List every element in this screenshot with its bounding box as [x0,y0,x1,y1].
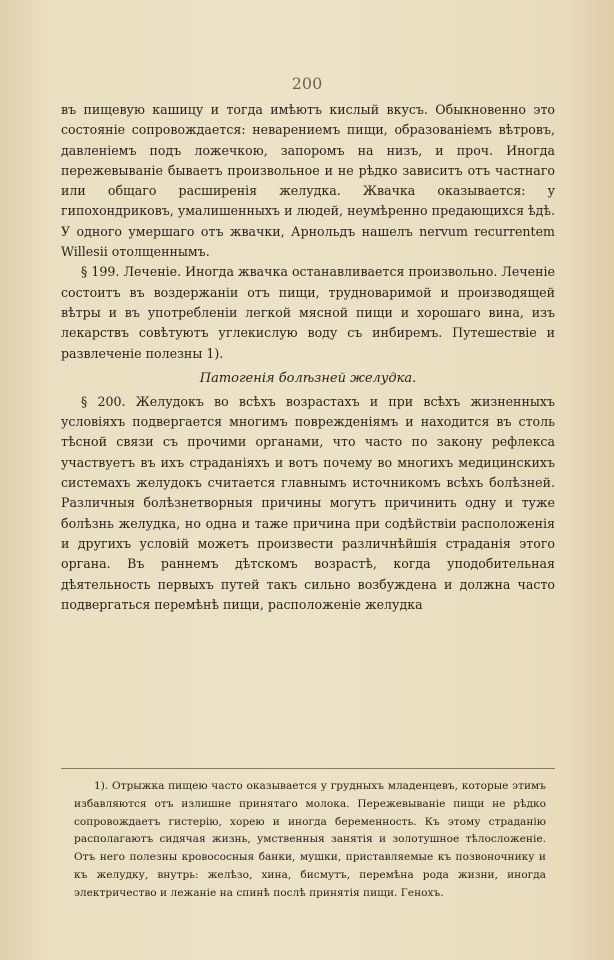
main-text [61,100,555,615]
page-number: 200 [291,74,323,93]
section-heading: Патогенія болѣзней желудка. [199,370,417,386]
footnote-text: 1). Отрыжка пищею часто оказывается у грудныхъ младенцевъ, которые этимъ избавляются отъ излишне принятаго молока. Пережевываніе пищи не рѣдко сопровождаетъ гистерію, хорею и иногда беременность. Къ этому страданію располагаютъ сидячая жизнь, умственныя занятія и золотушное тѣлосложеніе. Отъ него полезны кровососныя банки, мушки, приставляемые къ позвоночнику и къ желудку, внутрь: желѣзо, хина, бисмутъ, перемѣна рода жизни, иногда электричество и лежаніе на спинѣ послѣ принятія пищи. Генохъ. [74,780,546,899]
paragraph-continuation: въ пищевую кашицу и тогда имѣютъ кислый вкусъ. Обыкновенно это состояніе сопровождается: неварениемъ пищи, образованіемъ вѣтровъ, давленіемъ подъ ложечкою, запоромъ на низъ, и проч. Иногда пережевываніе бываетъ произвольное и не рѣдко зависитъ отъ частнаго или общаго расширенія желудка. Жвачка оказывается: у гипохондриковъ, умалишенныхъ и людей, неумѣренно предающихся ѣдѣ. У одного умершаго отъ жвачки, Арнольдъ нашелъ nervum recurrentem Willesii отолщеннымъ. [61,102,555,260]
paragraph-199: § 199. Леченіе. Иногда жвачка останавливается произвольно. Леченіе состоитъ въ воздержаніи отъ пищи, трудноваримой и производящей вѣтры и въ употребленіи легкой мясной пищи и хорошаго вина, изъ лекарствъ совѣтуютъ углекислую воду съ инбиремъ. Путешествіе и развлеченіе полезны 1). [61,264,555,361]
footnote-divider [61,768,555,769]
paragraph-200: § 200. Желудокъ во всѣхъ возрастахъ и при всѣхъ жизненныхъ условіяхъ подвергается многимъ поврежденіямъ и находится въ столь тѣсной связи съ прочими органами, что часто по закону рефлекса участвуетъ въ ихъ страданіяхъ и вотъ почему во многихъ медицинскихъ системахъ желудокъ считается главнымъ источникомъ всѣхъ болѣзней. Различныя болѣзнетворныя причины могутъ причинить одну и туже болѣзнь желудка, но одна и таже причина при содѣйствіи расположенія и другихъ условій можетъ произвести различнѣйшія страданія этого органа. Въ раннемъ дѣтскомъ возрастѣ, когда уподобительная дѣятельность первыхъ путей такъ сильно возбуждена и должна часто подвергаться перемѣнѣ пищи, расположеніе желудка [61,393,555,612]
footnote [74,778,546,903]
